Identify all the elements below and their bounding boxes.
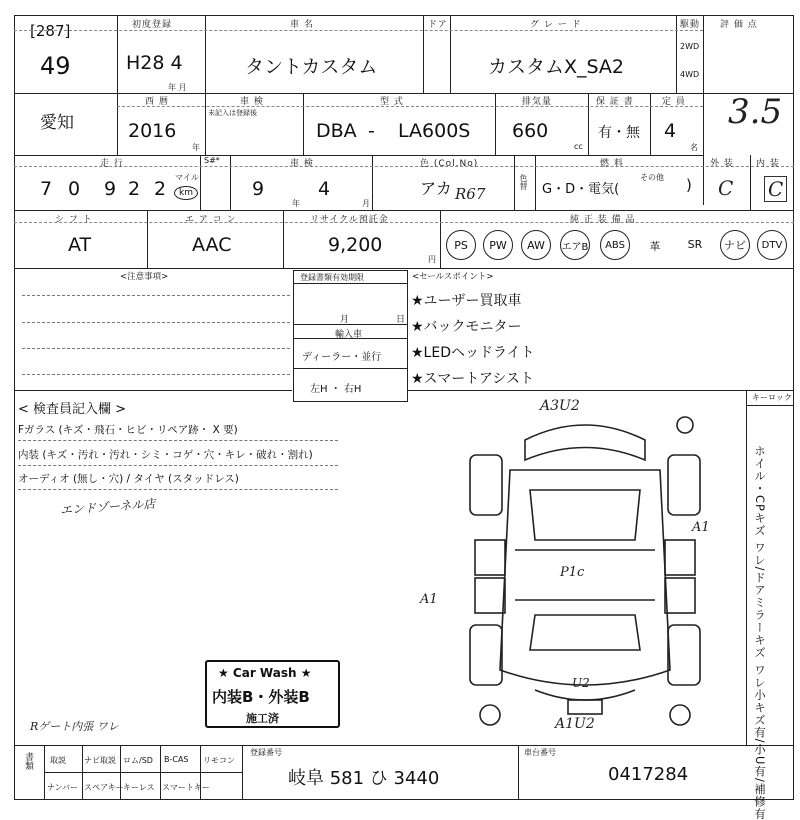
- equipment-label: 純 正 装 備 品: [570, 215, 636, 225]
- capacity-label: 定 員: [662, 97, 686, 107]
- equipment-dtv: DTV: [757, 230, 787, 260]
- divider: [372, 155, 373, 210]
- sales-point-4: ★スマートアシスト: [411, 371, 534, 387]
- score-value: 3.5: [728, 92, 783, 132]
- carwash-grade: 内装B・外装B: [212, 688, 310, 706]
- divider: [514, 155, 515, 210]
- fuel-other: その他: [640, 173, 664, 182]
- legend-divider: [746, 390, 747, 745]
- legend-text: ホイル・CPキズ ワレ/ドアミラーキズ ワレ小キズ有/小U有/補修有: [753, 445, 767, 820]
- equipment-aw: AW: [521, 230, 551, 260]
- shaken-label: 車 検: [290, 159, 314, 169]
- mileage-digit-4: 2: [128, 178, 141, 200]
- key-lock-label: キーロック: [752, 393, 792, 402]
- sales-label: <セールスポイント>: [412, 272, 494, 282]
- fuel-close: ): [686, 176, 692, 194]
- inspection-label: 車 検: [240, 97, 264, 107]
- damage-mark-rear: U2: [572, 676, 590, 690]
- divider: [650, 93, 651, 155]
- interior-value: C: [764, 176, 787, 202]
- divider: [160, 745, 161, 800]
- displacement-label: 排気量: [522, 97, 553, 107]
- damage-mark-top: A3U2: [540, 398, 580, 414]
- footer-rom-sd: ロム/SD: [123, 756, 153, 765]
- inspector-line-1: Fガラス (キズ・飛石・ヒビ・リペア跡・ X 要): [18, 424, 238, 436]
- inspector-line: [18, 465, 338, 466]
- first-reg-units: 年 月: [168, 83, 187, 92]
- caution-label: <注意事項>: [120, 272, 169, 282]
- car-name-label: 車 名: [290, 20, 314, 30]
- divider: [147, 210, 148, 268]
- aircon: AAC: [192, 234, 232, 256]
- dealer-label: ディーラー・並行: [302, 352, 382, 363]
- equipment-leather: 革: [649, 240, 661, 253]
- footer-manual: 取説: [50, 756, 66, 765]
- note-line: [22, 295, 290, 296]
- note-line: [22, 348, 290, 349]
- divider: [293, 368, 408, 369]
- recycle-unit: 円: [428, 255, 436, 264]
- divider: [535, 155, 536, 210]
- year-unit: 年: [192, 143, 200, 152]
- footer-keyless: キーレス: [123, 783, 155, 792]
- inspection-note: 未記入は登録後: [208, 109, 257, 117]
- divider: [242, 745, 243, 800]
- chassis-label: 車台番号: [524, 748, 556, 757]
- divider: [303, 93, 304, 155]
- divider: [117, 93, 118, 155]
- shift: AT: [68, 234, 92, 256]
- row3-bottom-line: [14, 210, 794, 211]
- note-line: [22, 374, 290, 375]
- sales-point-1: ★ユーザー買取車: [411, 293, 522, 309]
- divider: [746, 405, 794, 406]
- day-unit: 日: [396, 315, 406, 325]
- steering-label: 左H ・ 右H: [310, 384, 362, 395]
- footer-smart-key: スマートキー: [162, 783, 210, 792]
- divider: [205, 15, 206, 93]
- footer-navi-manual: ナビ取説: [84, 756, 116, 765]
- inspector-line-2: 内装 (キズ・汚れ・汚れ・シミ・コゲ・穴・キレ・破れ・割れ): [18, 449, 313, 461]
- inspector-top-line-right: [408, 390, 794, 391]
- carwash-done: 施工済: [246, 712, 279, 725]
- recycle: 9,200: [328, 234, 383, 256]
- model-code: LA600S: [398, 120, 471, 142]
- divider: [676, 15, 677, 93]
- year: 2016: [128, 120, 177, 142]
- footer-top-line: [14, 745, 794, 746]
- row4-bottom-line: [14, 268, 794, 269]
- displacement-unit: cc: [574, 142, 583, 151]
- model-dash: -: [368, 120, 375, 142]
- divider: [750, 155, 751, 210]
- equipment-abs: ABS: [600, 230, 630, 260]
- exterior-label: 外 装: [710, 159, 734, 169]
- grade: カスタムX_SA2: [488, 56, 625, 78]
- divider: [117, 15, 118, 93]
- import-label: 輸入車: [335, 330, 363, 340]
- mileage-digit-3: 9: [104, 178, 117, 200]
- divider: [82, 745, 83, 800]
- divider: [495, 93, 496, 155]
- lot-code: [287]: [30, 22, 71, 40]
- inspector-title: < 検査員記入欄 >: [18, 402, 127, 417]
- reg-deadline-label: 登録書類有効期限: [300, 273, 364, 282]
- mileage-digit-2: 0: [68, 178, 81, 200]
- drive-4wd: 4WD: [680, 70, 700, 79]
- month-unit: 月: [340, 315, 350, 325]
- sales-point-2: ★バックモニター: [411, 319, 522, 335]
- plate-label: 登録番号: [250, 748, 282, 757]
- equipment-airbag: エアB: [560, 230, 590, 260]
- equipment-pw: PW: [483, 230, 513, 260]
- divider: [450, 15, 451, 93]
- plate-number: 岐阜 581 ひ 3440: [288, 768, 440, 789]
- divider: [440, 210, 441, 268]
- shift-label: シ フ ト: [55, 215, 93, 225]
- equipment-navi: ナビ: [720, 230, 750, 260]
- damage-mark-center: P1c: [560, 565, 585, 580]
- divider: [230, 155, 231, 210]
- footer-bcas: B-CAS: [164, 755, 189, 764]
- color-code: R67: [455, 185, 486, 203]
- shaken-year-unit: 年: [292, 199, 300, 208]
- shaken-month-unit: 月: [362, 199, 370, 208]
- aircon-label: エ ア コ ン: [185, 215, 237, 225]
- exterior-value: C: [718, 176, 734, 200]
- year-label: 西 暦: [145, 97, 169, 107]
- mileage-digit-1: 7: [40, 178, 53, 200]
- divider: [200, 155, 201, 210]
- score-label: 評 価 点: [720, 20, 758, 30]
- chassis-number: 0417284: [608, 764, 689, 785]
- door-label: ドア: [428, 20, 448, 30]
- carwash-title: ★ Car Wash ★: [218, 666, 312, 680]
- divider: [518, 745, 519, 800]
- inspector-line: [18, 489, 338, 490]
- first-reg-value: H28 4: [126, 52, 183, 74]
- damage-mark-left: A1: [420, 592, 438, 607]
- color-change: 色替: [519, 174, 528, 190]
- footer-remote: リモコン: [203, 756, 235, 765]
- damage-mark-bottom: A1U2: [555, 716, 595, 732]
- car-name: タントカスタム: [245, 56, 378, 78]
- footer-spare-key: スペアキー: [84, 783, 124, 792]
- footer-number: ナンバー: [47, 783, 79, 792]
- row1-label-line: [14, 30, 703, 31]
- drive-label: 駆動: [680, 20, 701, 30]
- divider: [588, 93, 589, 155]
- inspector-top-line: [14, 390, 292, 391]
- divider: [44, 772, 242, 773]
- divider: [703, 15, 704, 205]
- first-reg-label: 初度登録: [132, 20, 173, 30]
- footer-side-label: 書類: [23, 752, 33, 770]
- mileage-unit-km: km: [174, 186, 198, 200]
- divider: [293, 338, 408, 339]
- divider: [423, 15, 424, 93]
- inspector-handwriting-1: エンドゾーネル店: [59, 496, 156, 518]
- inspector-line-3: オーディオ (無し・穴) / タイヤ (スタッドレス): [18, 473, 239, 485]
- mileage-unit-mile: マイル: [175, 173, 199, 182]
- damage-mark-right: A1: [692, 520, 710, 535]
- row4-label-line: [14, 222, 794, 223]
- equipment-sr: SR: [687, 238, 703, 251]
- divider: [205, 93, 206, 155]
- interior-label: 内 装: [756, 159, 780, 169]
- color-label: 色 (Col.No): [420, 159, 479, 169]
- fuel: G・D・電気(: [542, 182, 620, 197]
- drive-2wd: 2WD: [680, 42, 700, 51]
- displacement: 660: [512, 120, 549, 142]
- inspector-handwriting-2: Rゲート内張 ワレ: [30, 720, 119, 733]
- recycle-label: リサイクル預託金: [310, 215, 389, 225]
- model-prefix: DBA: [316, 120, 357, 142]
- inspector-line: [18, 440, 338, 441]
- color: アカ: [420, 179, 452, 198]
- note-line: [22, 322, 290, 323]
- mileage-digit-5: 2: [154, 178, 167, 200]
- divider: [283, 210, 284, 268]
- sfactor-label: S#*: [204, 156, 220, 165]
- mileage-label: 走 行: [100, 159, 124, 169]
- region: 愛知: [40, 113, 74, 133]
- divider: [293, 324, 408, 325]
- fuel-label: 燃 料: [600, 159, 624, 169]
- lot-number: 49: [40, 52, 71, 80]
- equipment-ps: PS: [446, 230, 476, 260]
- divider: [293, 283, 408, 284]
- warranty-label: 保 証 書: [596, 97, 634, 107]
- row3-label-line: [14, 166, 794, 167]
- shaken-year: 9: [252, 178, 265, 200]
- grade-label: グ レ ー ド: [530, 20, 582, 30]
- model-label: 型 式: [380, 97, 404, 107]
- sales-point-3: ★LEDヘッドライト: [411, 345, 535, 361]
- shaken-month: 4: [318, 178, 331, 200]
- capacity-unit: 名: [690, 143, 698, 152]
- capacity: 4: [664, 120, 677, 142]
- warranty: 有・無: [598, 125, 640, 141]
